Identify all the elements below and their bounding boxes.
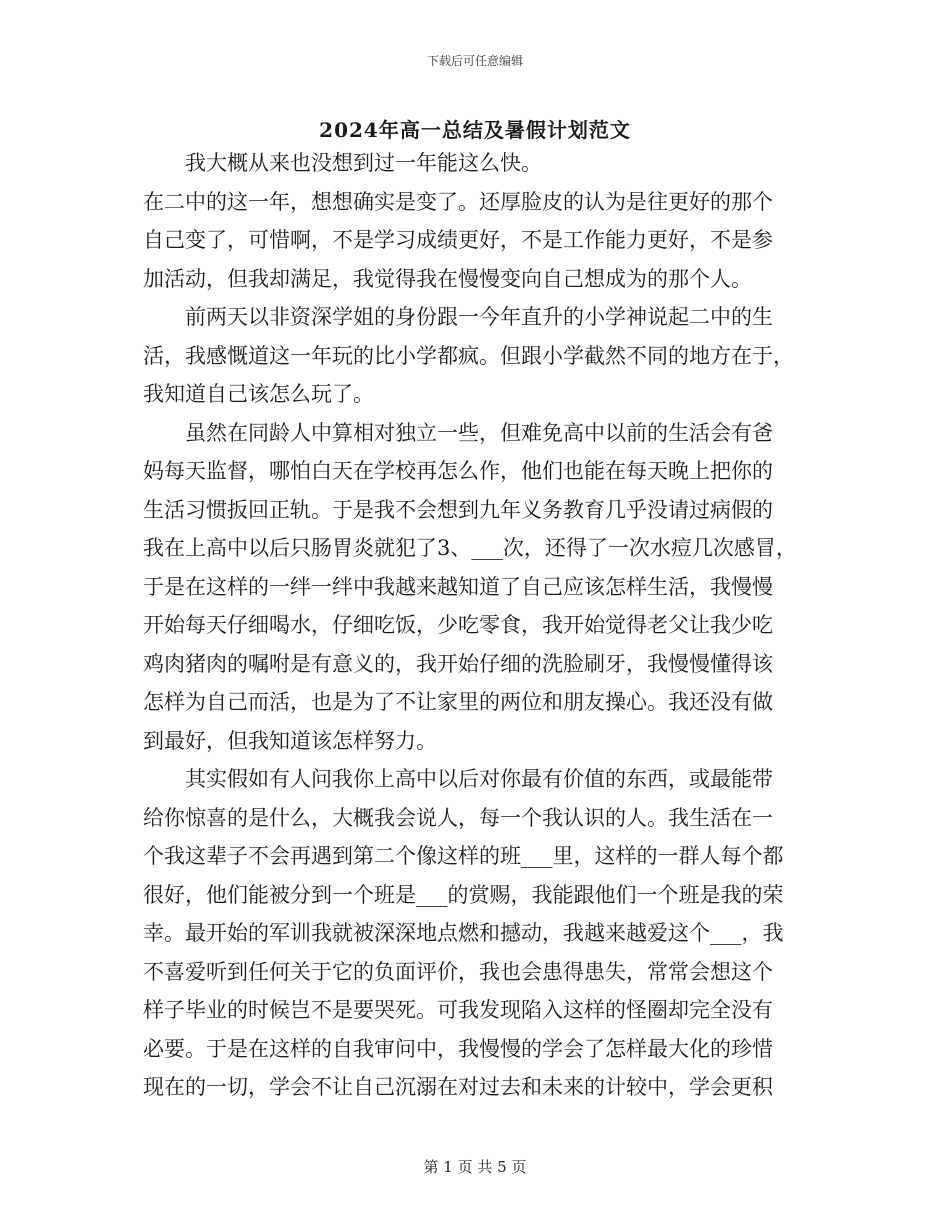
text-line: 于是在这样的一绊一绊中我越来越知道了自己应该怎样生活，我慢慢 <box>143 574 773 599</box>
text-line: 个我这辈子不会再遇到第二个像这样的班___里，这样的一群人每个都 <box>143 844 784 868</box>
text-line: 很好，他们能被分到一个班是___的赏赐，我能跟他们一个班是我的荣 <box>143 882 784 907</box>
text-line: 怎样为自己而活，也是为了不让家里的两位和朋友操心。我还没有做 <box>143 690 773 714</box>
text-line: 自己变了，可惜啊，不是学习成绩更好，不是工作能力更好，不是参 <box>143 228 773 252</box>
text-line: 虽然在同龄人中算相对独立一些，但难免高中以前的生活会有爸 <box>185 420 773 445</box>
text-line: 前两天以非资深学姐的身份跟一今年直升的小学神说起二中的生 <box>185 305 773 329</box>
text-line: 样子毕业的时候岂不是要哭死。可我发现陷入这样的怪圈却完全没有 <box>143 998 773 1022</box>
text-line: 到最好，但我知道该怎样努力。 <box>143 728 437 753</box>
text-line: 我在上高中以后只肠胃炎就犯了3、___次，还得了一次水痘几次感冒， <box>143 536 797 560</box>
page-header: 下载后可任意编辑 <box>426 54 523 68</box>
text-line: 加活动，但我却满足，我觉得我在慢慢变向自己想成为的那个人。 <box>143 266 752 291</box>
text-line: 生活习惯扳回正轨。于是我不会想到九年义务教育几乎没请过病假的 <box>143 497 773 522</box>
text-line: 给你惊喜的是什么，大概我会说人，每一个我认识的人。我生活在一 <box>143 805 773 830</box>
text-line: 鸡肉猪肉的嘱咐是有意义的，我开始仔细的洗脸刷牙，我慢慢懂得该 <box>143 651 773 676</box>
text-line: 其实假如有人问我你上高中以后对你最有价值的东西，或最能带 <box>185 767 773 791</box>
text-line: 必要。于是在这样的自我审问中，我慢慢的学会了怎样最大化的珍惜 <box>143 1036 773 1061</box>
document-title: 2024年高一总结及暑假计划范文 <box>319 118 631 142</box>
text-line: 不喜爱听到任何关于它的负面评价，我也会患得患失，常常会想这个 <box>143 959 773 984</box>
text-line: 在二中的这一年，想想确实是变了。还厚脸皮的认为是往更好的那个 <box>143 189 773 214</box>
page-footer: 第 1 页 共 5 页 <box>423 1158 527 1176</box>
text-line: 我知道自己该怎么玩了。 <box>143 382 374 406</box>
document-body <box>143 144 815 1107</box>
text-line: 活，我感慨道这一年玩的比小学都疯。但跟小学截然不同的地方在于， <box>143 343 794 368</box>
text-line: 现在的一切，学会不让自己沉溺在对过去和未来的计较中，学会更积 <box>143 1075 773 1099</box>
text-line: 开始每天仔细喝水，仔细吃饭，少吃零食，我开始觉得老父让我少吃 <box>143 613 773 637</box>
text-line: 幸。最开始的军训我就被深深地点燃和撼动，我越来越爱这个___，我 <box>143 921 784 945</box>
text-line: 我大概从来也没想到过一年能这么快。 <box>185 151 542 175</box>
text-line: 妈每天监督，哪怕白天在学校再怎么作，他们也能在每天晚上把你的 <box>143 459 773 483</box>
